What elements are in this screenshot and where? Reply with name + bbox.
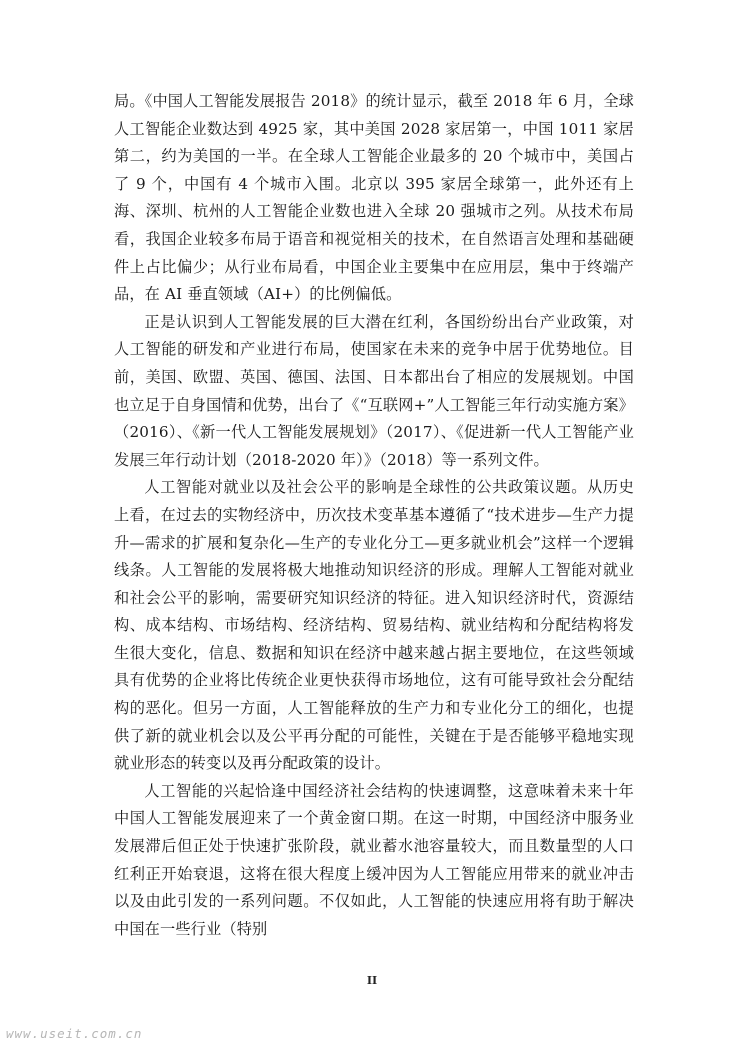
paragraph-employment-fairness: 人工智能对就业以及社会公平的影响是全球性的公共政策议题。从历史上看，在过去的实物经济中，历次技术变革基本遵循了“技术进步—生产力提升—需求的扩展和复杂化—生产的专业化分工—更多就业机会”这样一个逻辑线条。人工智能的发展将极大地推动知识经济的形成。理解人工智能对就业和社会公平的影响，需要研究知识经济的特征。进入知识经济时代，资源结构、成本结构、市场结构、经济结构、贸易结构、就业结构和分配结构将发生很大变化，信息、数据和知识在经济中越来越占据主要地位，在这些领域具有优势的企业将比传统企业更快获得市场地位，这有可能导致社会分配结构的恶化。但另一方面，人工智能释放的生产力和专业化分工的细化，也提供了新的就业机会以及公平再分配的可能性，关键在于是否能够平稳地实现就业形态的转变以及再分配政策的设计。 (114, 478, 634, 773)
document-body (114, 88, 634, 943)
paragraph-golden-window: 人工智能的兴起恰逢中国经济社会结构的快速调整，这意味着未来十年中国人工智能发展迎来了一个黄金窗口期。在这一时期，中国经济中服务业发展滞后但正处于快速扩张阶段，就业蓄水池容量较大，而且数量型的人口红利正开始衰退，这将在很大程度上缓冲因为人工智能应用带来的就业冲击以及由此引发的一系列问题。不仅如此，人工智能的快速应用将有助于解决中国在一些行业（特别 (114, 781, 634, 938)
paragraph-industrial-policy: 正是认识到人工智能发展的巨大潜在红利，各国纷纷出台产业政策，对人工智能的研发和产业进行布局，使国家在未来的竞争中居于优势地位。目前，美国、欧盟、英国、德国、法国、日本都出台了相应的发展规划。中国也立足于自身国情和优势，出台了《“互联网+”人工智能三年行动实施方案》（2016）、《新一代人工智能发展规划》（2017）、《促进新一代人工智能产业发展三年行动计划（2018-2020 年）》（2018）等一系列文件。 (114, 312, 634, 469)
watermark-url: www.useit.com.cn (6, 1026, 143, 1041)
paragraph-enterprise-statistics: 局。《中国人工智能发展报告 2018》的统计显示，截至 2018 年 6 月，全球人工智能企业数达到 4925 家，其中美国 2028 家居第一，中国 1011 家居第二，约为美国的一半。在全球人工智能企业最多的 20 个城市中，美国占了 9 个，中国有 4 个城市入围。北京以 395 家居全球第一，此外还有上海、深圳、杭州的人工智能企业数也进入全球 20 强城市之列。从技术布局看，我国企业较多布局于语音和视觉相关的技术，在自然语言处理和基础硬件上占比偏少；从行业布局看，中国企业主要集中在应用层，集中于终端产品，在 AI 垂直领域（AI+）的比例偏低。 (114, 92, 634, 304)
page-number: II (366, 974, 378, 987)
